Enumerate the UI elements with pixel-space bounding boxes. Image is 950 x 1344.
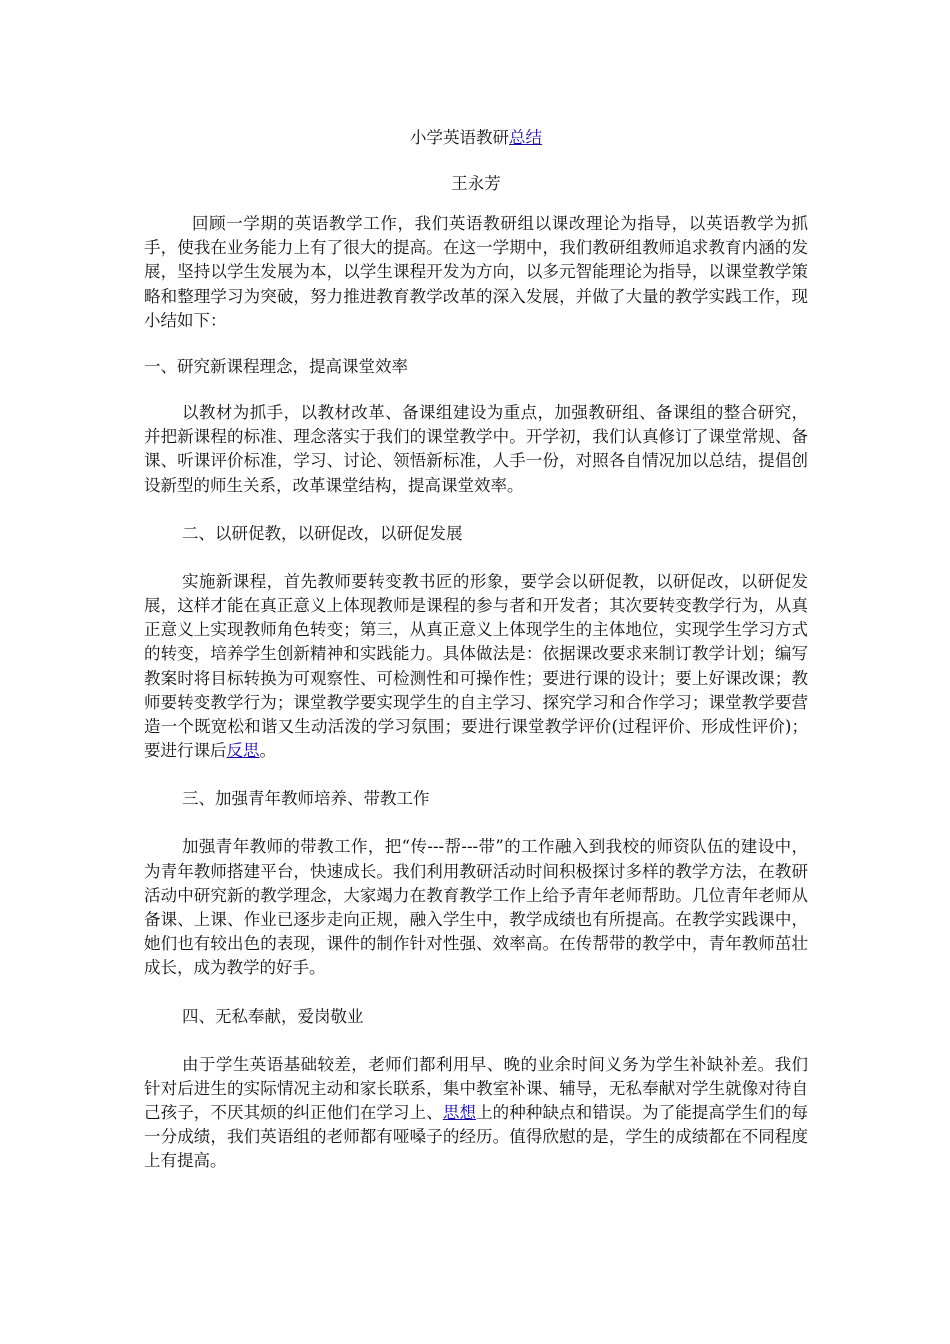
- intro-paragraph: 回顾一学期的英语教学工作，我们英语教研组以课改理论为指导，以英语教学为抓手，使我在业务能力上有了很大的提高。在这一学期中，我们教研组教师追求教育内涵的发展，坚持以学生发展为本，以学生课程开发为方向，以多元智能理论为指导，以课堂教学策略和整理学习为突破，努力推进教育教学改革的深入发展，并做了大量的教学实践工作，现小结如下：: [144, 214, 808, 330]
- section-body-4: [144, 1053, 808, 1174]
- section-body-4-tail: 上的种种缺点和错误。为了能提高学生们的每一分成绩，我们英语组的老师都有哑嗓子的经历。值得欣慰的是，学生的成绩都在不同程度上有提高。: [144, 1103, 809, 1171]
- section-heading-2: 二、以研促教，以研促改，以研促发展: [182, 523, 463, 543]
- document-author: 王永芳: [451, 174, 501, 193]
- section-heading-4: 四、无私奉献，爱岗敬业: [182, 1006, 364, 1026]
- document-title: [144, 124, 808, 152]
- section-body-1: 以教材为抓手，以教材改革、备课组建设为重点，加强教研组、备课组的整合研究，并把新课程的标准、理念落实于我们的课堂教学中。开学初，我们认真修订了课堂常规、备课、听课评价标准，学习、讨论、领悟新标准，人手一份，对照各自情况加以总结，提倡创设新型的师生关系，改革课堂结构，提高课堂效率。: [144, 403, 808, 495]
- section-body-3: 加强青年教师的带教工作，把“传---帮---带”的工作融入到我校的师资队伍的建设中，为青年教师搭建平台，快速成长。我们利用教研活动时间积极探讨多样的教学方法，在教研活动中研究新的教学理念，大家竭力在教育教学工作上给予青年老师帮助。几位青年老师从备课、上课、作业已逐步走向正规，融入学生中，教学成绩也有所提高。在教学实践课中，她们也有较出色的表现，课件的制作针对性强、效率高。在传帮带的教学中，青年教师茁壮成长，成为教学的好手。: [144, 837, 808, 978]
- section-heading-3: 三、加强青年教师培养、带教工作: [182, 789, 430, 809]
- title-text: 小学英语教研: [410, 128, 509, 147]
- reflection-link[interactable]: 反思: [226, 741, 260, 761]
- section-body-2-tail: 。: [259, 741, 276, 761]
- title-link-summary[interactable]: 总结: [509, 128, 542, 147]
- section-heading-1: 一、研究新课程理念，提高课堂效率: [144, 357, 408, 377]
- thought-link[interactable]: 思想: [442, 1103, 477, 1123]
- section-body-2: [144, 570, 808, 764]
- section-body-2-text: 实施新课程，首先教师要转变教书匠的形象，要学会以研促教，以研促改，以研促发展，这样才能在真正意义上体现教师是课程的参与者和开发者；其次要转变教学行为，从真正意义上实现教师角色转变；第三，从真正意义上体现学生的主体地位，实现学生学习方式的转变，培养学生创新精神和实践能力。具体做法是：依据课改要求来制订教学计划；编写教案时将目标转换为可观察性、可检测性和可操作性；要进行课的设计；要上好课改课；教师要转变教学行为；课堂教学要实现学生的自主学习、探究学习和合作学习；课堂教学要营造一个既宽松和谐又生动活泼的学习氛围；要进行课堂教学评价(过程评价、形成性评价)；要进行课后: [144, 571, 808, 761]
- section-body-4-text: 由于学生英语基础较差，老师们都利用早、晚的业余时间义务为学生补缺补差。我们针对后进生的实际情况主动和家长联系，集中教室补课、辅导，无私奉献对学生就像对待自己孩子，不厌其烦的纠正他们在学习上、: [144, 1054, 808, 1123]
- document-page: [144, 124, 808, 1174]
